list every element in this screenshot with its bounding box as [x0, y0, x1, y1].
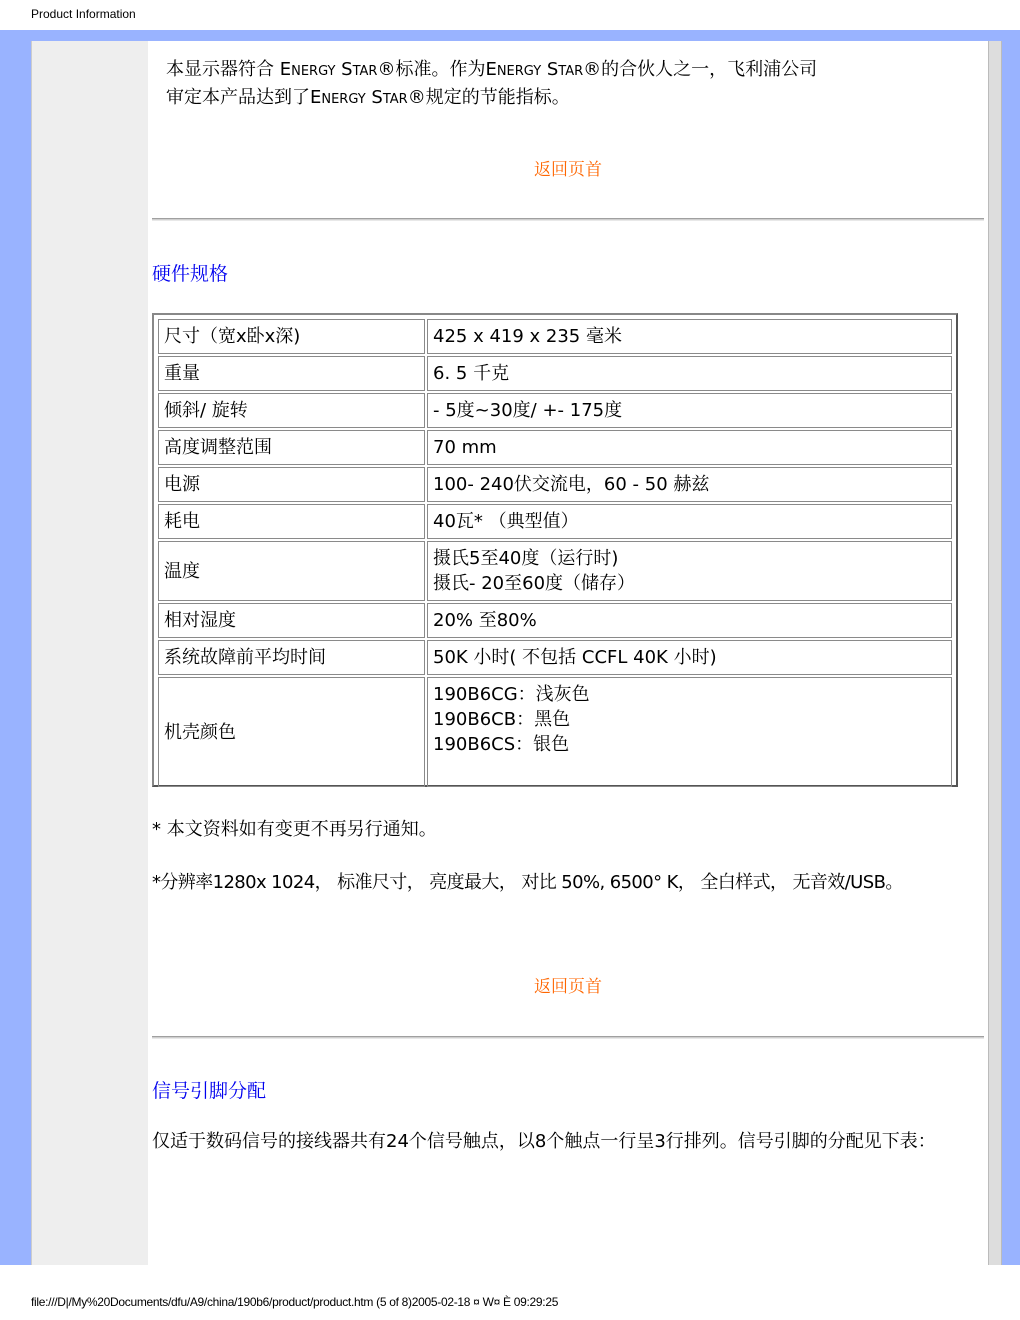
change-notice: * 本文资料如有变更不再另行通知。	[152, 819, 437, 840]
spec-value: 70 mm	[427, 430, 952, 465]
spec-label: 倾斜/ 旋转	[158, 393, 425, 428]
table-row	[158, 356, 952, 391]
hardware-spec-table	[152, 313, 958, 787]
table-row	[158, 541, 952, 601]
spec-label: 相对湿度	[158, 603, 425, 638]
table-row	[158, 677, 952, 787]
intro-text: 审定本产品达到了	[166, 87, 310, 108]
table-row	[158, 430, 952, 465]
spec-value: - 5度~30度/ +- 175度	[427, 393, 952, 428]
spec-label: 耗电	[158, 504, 425, 539]
pin-assignment-heading: 信号引脚分配	[152, 1080, 267, 1102]
intro-text: 的合伙人之一，飞利浦公司	[601, 59, 818, 80]
pin-assignment-text: 仅适于数码信号的接线器共有24个信号触点，以8个触点一行呈3行排列。信号引脚的分配见下表：	[152, 1131, 936, 1152]
measurement-note: *分辨率1280x 1024， 标准尺寸， 亮度最大， 对比 50%, 6500° K， 全白样式， 无音效/USB。	[152, 872, 903, 893]
spec-value-line: 190B6CG：浅灰色	[433, 684, 590, 705]
registered-mark: ®	[583, 59, 602, 80]
table-row	[158, 640, 952, 675]
energy-star-paragraph	[166, 56, 966, 112]
spec-value: 100- 240伏交流电，60 - 50 赫兹	[427, 467, 952, 502]
spec-value-line: 摄氏- 20至60度（储存）	[433, 573, 636, 594]
intro-text: 规定的节能指标。	[425, 87, 570, 108]
spec-label: 尺寸（宽x卧x深)	[158, 319, 425, 354]
page-header-title: Product Information	[31, 7, 136, 21]
table-row	[158, 504, 952, 539]
spec-value: 50K 小时( 不包括 CCFL 40K 小时)	[427, 640, 952, 675]
spec-label: 高度调整范围	[158, 430, 425, 465]
energy-star-mark: Energy Star	[485, 59, 584, 80]
energy-star-mark: Energy Star	[310, 87, 408, 108]
spec-label: 系统故障前平均时间	[158, 640, 425, 675]
spec-value: 425 x 419 x 235 毫米	[427, 319, 952, 354]
table-row	[158, 603, 952, 638]
left-sidebar	[31, 41, 148, 1265]
registered-mark: ®	[377, 59, 396, 80]
spec-value-line: 190B6CB：黑色	[433, 709, 571, 730]
horizontal-divider	[152, 218, 984, 221]
page-footer-path: file:///D|/My%20Documents/dfu/A9/china/190b6/product/product.htm (5 of 8)2005-02-18 ¤ W¤ È 09:29:25	[31, 1295, 559, 1309]
spec-value	[427, 677, 952, 787]
hardware-specs-heading: 硬件规格	[152, 263, 229, 285]
spec-value-line: 摄氏5至40度（运行时)	[433, 548, 619, 569]
energy-star-mark: Energy Star	[279, 59, 378, 80]
intro-text: 本显示器符合	[166, 59, 280, 80]
spec-value: 20% 至80%	[427, 603, 952, 638]
table-row	[158, 393, 952, 428]
back-to-top-link[interactable]: 返回页首	[534, 160, 602, 180]
spec-value-line: 190B6CS：银色	[433, 734, 570, 755]
spec-label: 电源	[158, 467, 425, 502]
scrollbar-edge[interactable]	[988, 41, 1002, 1265]
horizontal-divider	[152, 1036, 984, 1039]
spec-label: 重量	[158, 356, 425, 391]
back-to-top-link[interactable]: 返回页首	[534, 977, 602, 997]
spec-value: 40瓦* （典型值）	[427, 504, 952, 539]
spec-value	[427, 541, 952, 601]
table-row	[158, 467, 952, 502]
table-row	[158, 319, 952, 354]
registered-mark: ®	[407, 87, 426, 108]
spec-label: 温度	[158, 541, 425, 601]
intro-text: 标准。作为	[395, 59, 486, 80]
spec-label: 机壳颜色	[158, 677, 425, 787]
spec-value: 6. 5 千克	[427, 356, 952, 391]
